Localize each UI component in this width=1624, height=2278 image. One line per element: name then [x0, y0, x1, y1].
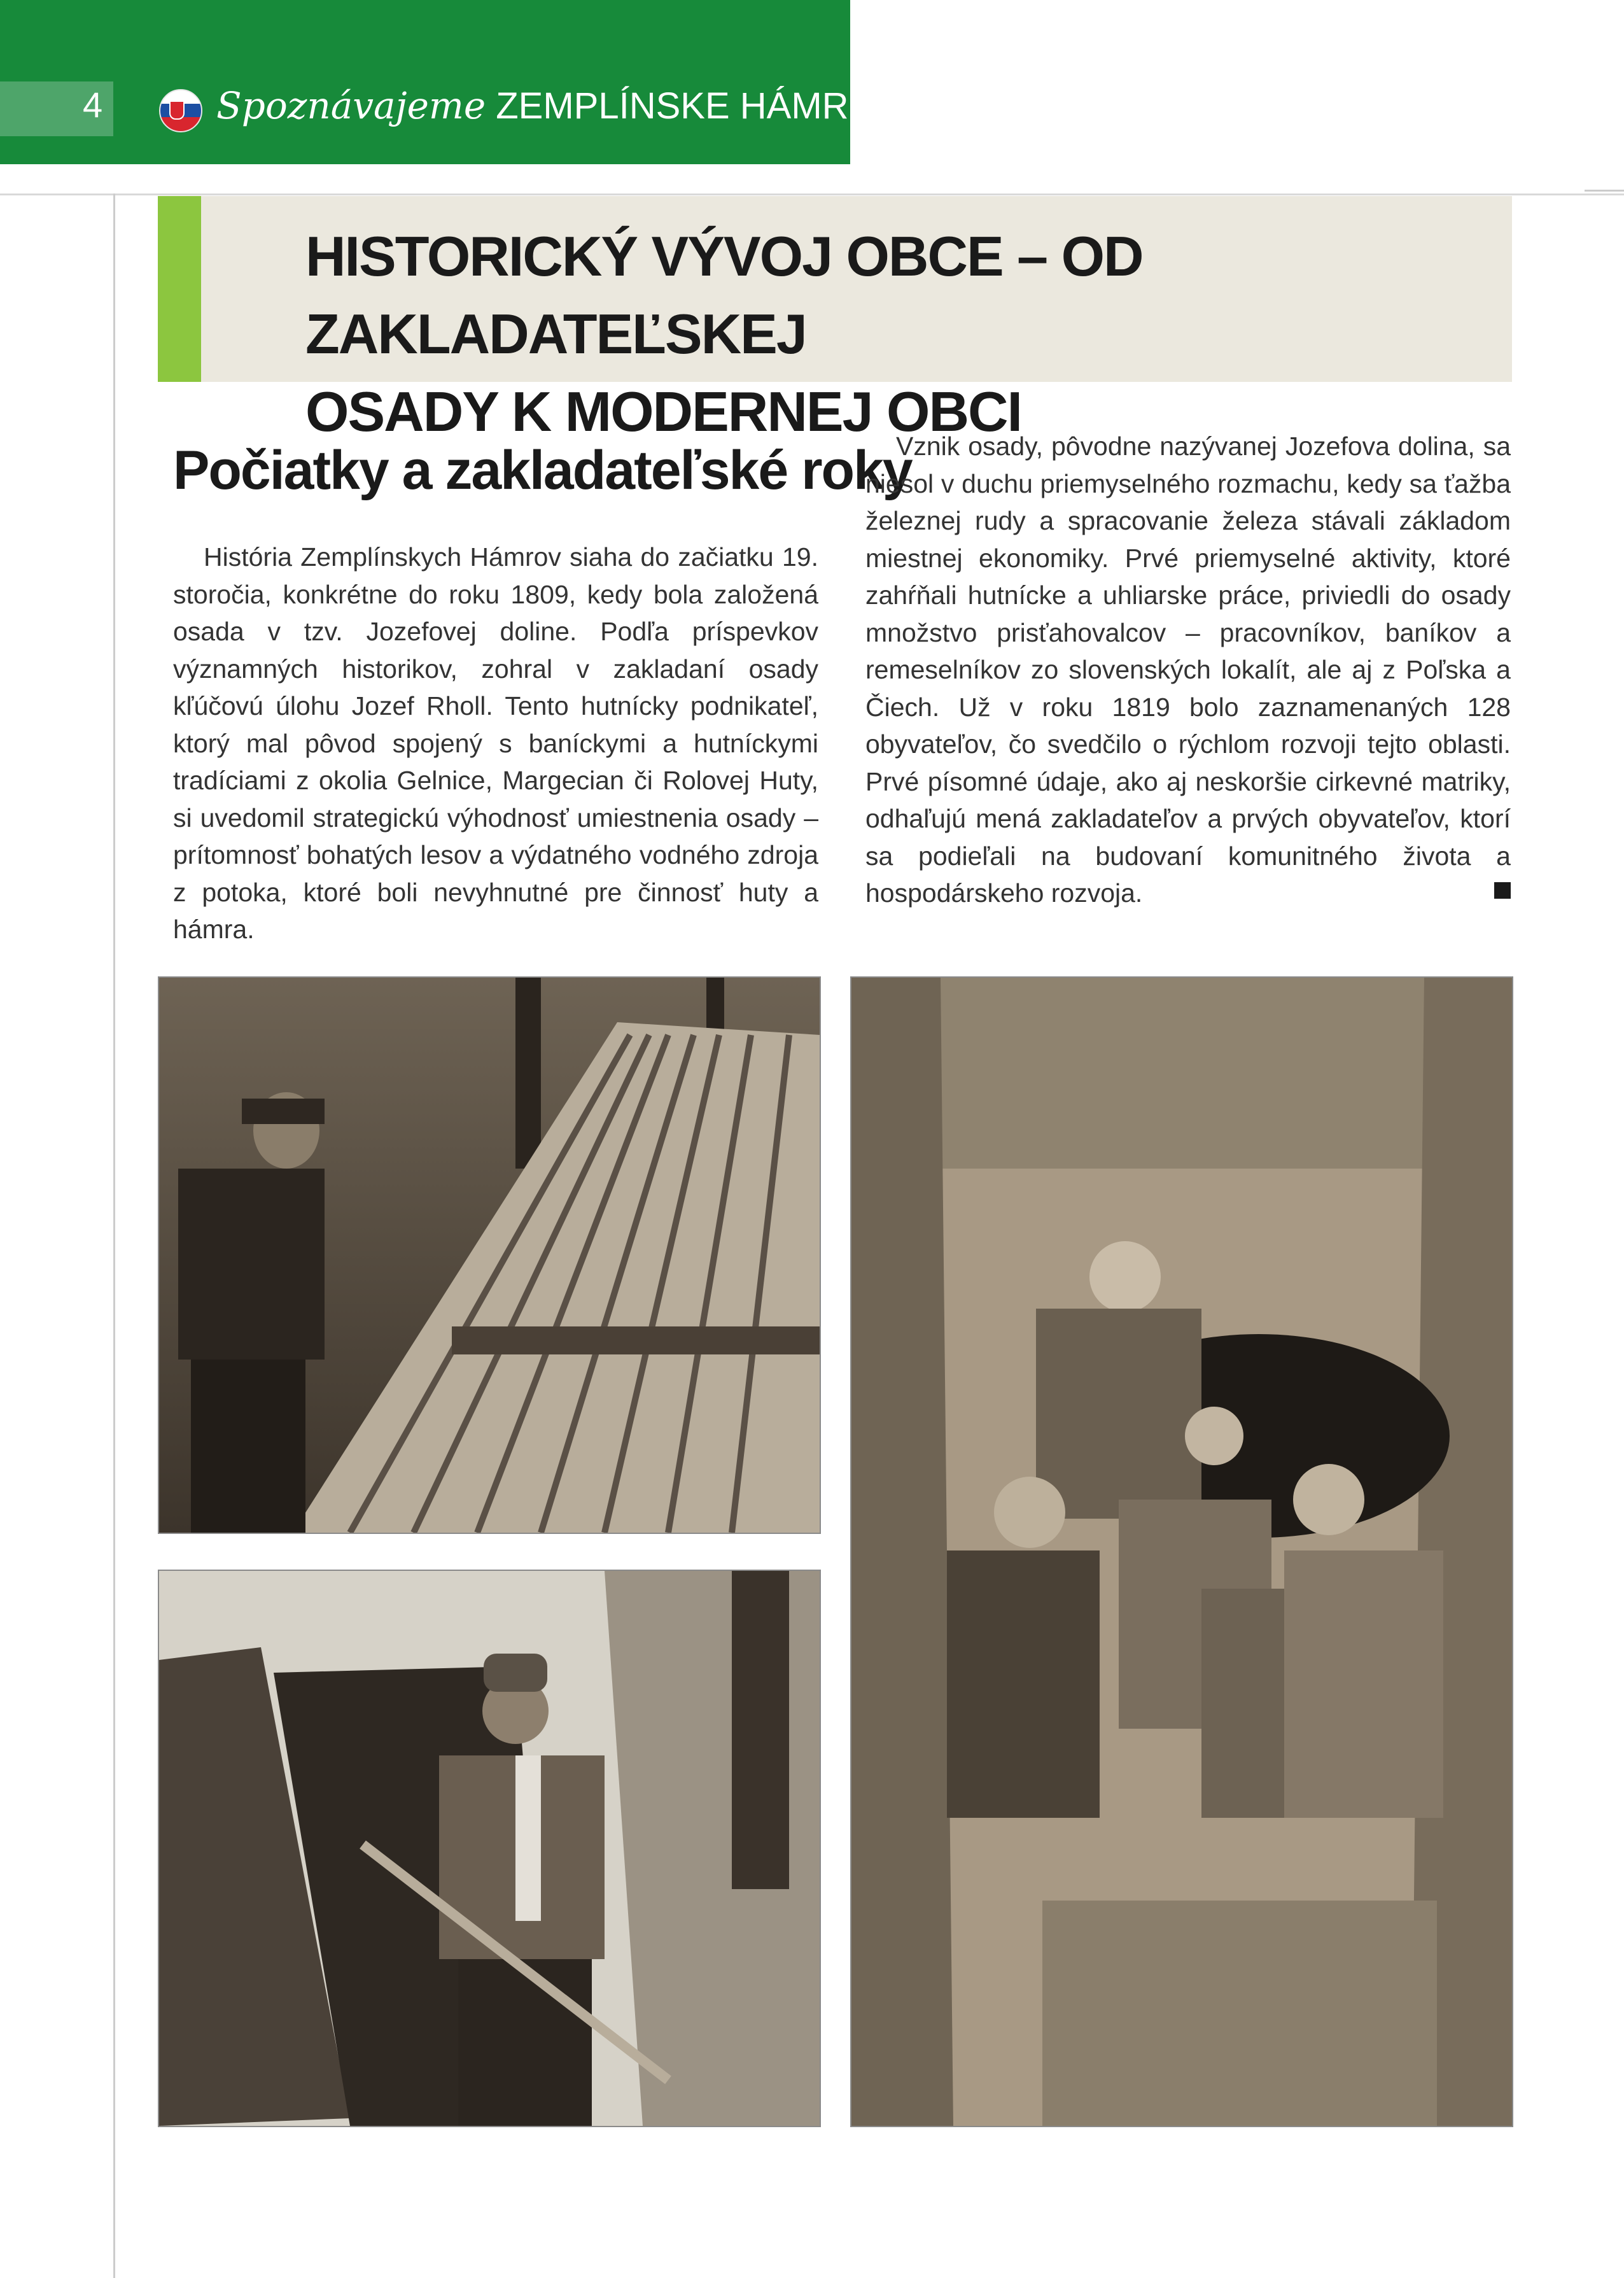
section-heading: Počiatky a zakladateľské roky	[173, 440, 912, 501]
photo-cave-group	[850, 976, 1513, 2127]
margin-rule	[113, 193, 115, 2278]
slovakia-flag-icon	[159, 89, 202, 132]
photo-trench-digger	[158, 1570, 821, 2127]
paragraph-right: Vznik osady, pôvodne nazývanej Jozefova dolina, sa niesol v duchu priemyselného rozmachu, kedy sa ťažba železnej rudy a spracovanie železa stávali základom miestnej ekonomiky. Prvé priemyselné aktivity, ktoré zahŕňali hutnícke a uhliarske práce, priviedli do osady množstvo prisťahovalcov – pracovníkov, baníkov a remeselníkov zo slovenských lokalít, ale aj z Poľska a Čiech. Už v roku 1819 bolo zaznamenaných 128 obyvateľov, čo svedčilo o rýchlom rozvoji tejto oblasti. Prvé písomné údaje, ako aj neskoršie cirkevné matriky, odhaľujú mená zakladateľov a prvých obyvateľov, ktorí sa podieľali na budovaní komunitného života a hospodárskeho rozvoja.	[865, 432, 1511, 908]
photo-charcoal-pile	[158, 976, 821, 1534]
brand-script-text: Spoznávajeme	[216, 84, 486, 127]
article-title-line2: OSADY K MODERNEJ OBCI	[305, 380, 1021, 443]
top-divider	[0, 193, 1624, 195]
page-header	[0, 0, 874, 164]
paragraph-left: História Zemplínskych Hámrov siaha do začiatku 19. storočia, konkrétne do roku 1809, kedy bola založená osada v tzv. Jozefovej doline. Podľa príspevkov významných historikov, zohral v zakladaní osady kľúčovú úlohu Jozef Rholl. Tento hutnícky podnikateľ, ktorý mal pôvod spojený s baníckymi a hutníckymi tradíciami z okolia Gelnice, Margecian či Rolovej Huty, si uvedomil strategickú výhodnosť umiestnenia osady – prítomnosť bohatých lesov a výdatného vodného zdroja z potoka, ktoré boli nevyhnutné pre činnosť huty a hámra.	[173, 542, 818, 944]
right-divider-mark	[1585, 190, 1624, 192]
publication-brand	[216, 84, 873, 127]
article-title-box	[158, 196, 1512, 443]
article-title	[305, 218, 1489, 451]
brand-caps-text: ZEMPLÍNSKE HÁMRE	[496, 85, 874, 127]
page-number: 4	[83, 85, 103, 125]
article-title-line1: HISTORICKÝ VÝVOJ OBCE – OD ZAKLADATEĽSKEJ	[305, 225, 1143, 365]
end-of-article-square-icon	[1494, 882, 1511, 899]
accent-bar	[158, 196, 201, 382]
